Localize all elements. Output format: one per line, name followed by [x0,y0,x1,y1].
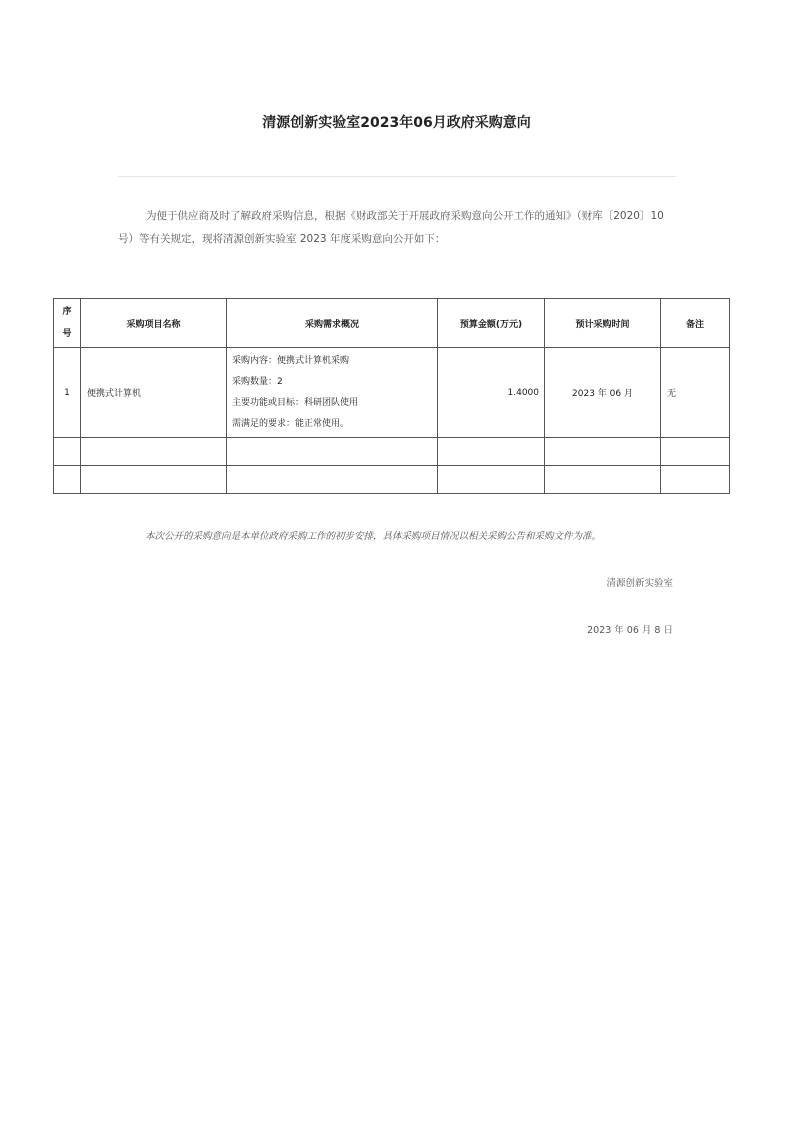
row-seq: 1 [54,348,81,438]
header-seq-line1: 序 [62,307,72,317]
table-row [54,348,730,438]
header-requirements: 采购需求概况 [227,299,438,348]
requirement-quantity: 采购数量：2 [232,376,283,387]
row-budget: 1.4000 [438,348,545,438]
table-header-row [54,299,730,348]
requirement-criteria: 需满足的要求：能正常使用。 [232,418,350,429]
empty-cell [54,438,81,466]
header-seq-line2: 号 [62,329,72,339]
header-note: 备注 [661,299,730,348]
intro-paragraph: 为便于供应商及时了解政府采购信息，根据《财政部关于开展政府采购意向公开工作的通知》（财库〔2020〕10 号）等有关规定，现将清源创新实验室 2023 年度采购意向公开如下： [118,210,664,245]
empty-cell [438,466,545,494]
footnote: 本次公开的采购意向是本单位政府采购工作的初步安排，具体采购项目情况以相关采购公告和采购文件为准。 [145,531,602,542]
empty-cell [438,438,545,466]
empty-cell [545,466,661,494]
empty-cell [81,466,227,494]
row-project-name: 便携式计算机 [81,348,227,438]
empty-table-row [54,466,730,494]
header-budget: 预算金额(万元) [438,299,545,348]
empty-table-row [54,438,730,466]
procurement-table [53,298,730,494]
title-divider [118,176,676,177]
signer-name: 清源创新实验室 [606,578,673,589]
empty-cell [661,438,730,466]
requirement-purpose: 主要功能或目标：科研团队使用 [232,397,359,408]
empty-cell [227,466,438,494]
empty-cell [227,438,438,466]
header-seq [54,299,81,348]
row-note: 无 [661,348,730,438]
document-title: 清源创新实验室2023年06月政府采购意向 [262,115,531,131]
header-expected-time: 预计采购时间 [545,299,661,348]
publish-date: 2023 年 06 月 8 日 [587,625,673,636]
row-expected-time: 2023 年 06 月 [545,348,661,438]
empty-cell [545,438,661,466]
empty-cell [661,466,730,494]
header-project-name: 采购项目名称 [81,299,227,348]
empty-cell [54,466,81,494]
requirement-content: 采购内容：便携式计算机采购 [232,355,350,366]
row-requirements [227,348,438,438]
empty-cell [81,438,227,466]
